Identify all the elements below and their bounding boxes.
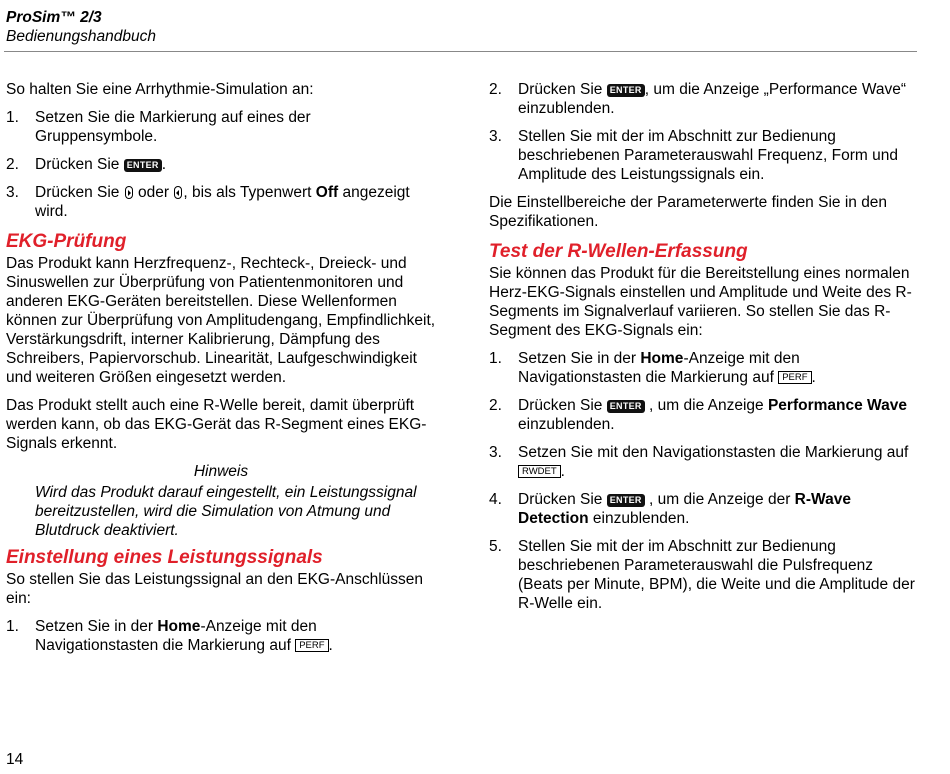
rwdet-key-icon: RWDET (518, 465, 561, 478)
step-text-part: oder (133, 184, 174, 201)
manual-subtitle: Bedienungshandbuch (6, 28, 156, 45)
section-heading-ekg: EKG-Prüfung (6, 231, 127, 252)
step-text-part: . (161, 156, 167, 173)
enter-key-icon: ENTER (607, 494, 645, 507)
step-text-part: -Anzeige mit den Navigationstasten die Markierung auf (35, 618, 317, 654)
body-paragraph: Die Einstellbereiche der Parameterwerte finden Sie in den Spezifikationen. (489, 194, 888, 230)
step-text-part: einzublenden. (518, 416, 615, 433)
header-divider (4, 51, 917, 52)
step-number: 3. (489, 444, 502, 461)
step-text: Setzen Sie die Markierung auf eines der Gruppensymbole. (35, 109, 311, 145)
step-text-part: Drücken Sie (518, 81, 607, 98)
list-item (489, 127, 919, 184)
bold-term: Off (315, 184, 339, 201)
step-text (35, 155, 436, 174)
subsection-heading-leistungssignal: Einstellung eines Leistungssignals (6, 547, 323, 568)
bold-term: Performance Wave (767, 397, 907, 414)
step-text (518, 443, 919, 481)
page-number: 14 (6, 751, 24, 768)
bold-term: Home (640, 350, 684, 367)
step-text-part: -Anzeige mit den Navigationstasten die Markierung auf (518, 350, 800, 386)
step-number: 5. (489, 538, 502, 555)
step-text-part: Drücken Sie (35, 184, 124, 201)
list-item (6, 183, 436, 221)
list-item (489, 396, 919, 434)
list-item (489, 443, 919, 481)
step-text (35, 183, 436, 221)
step-number: 2. (489, 397, 502, 414)
list-item (489, 537, 919, 613)
step-text (518, 349, 919, 387)
step-text-part: , um die Anzeige der (644, 491, 795, 508)
list-item (6, 108, 436, 146)
perf-key-icon: PERF (778, 371, 811, 384)
step-text-part: . (811, 369, 816, 386)
step-text-part: angezeigt wird. (35, 184, 410, 220)
running-header (6, 8, 156, 46)
note-body: Wird das Produkt darauf eingestellt, ein Leistungssignal bereitzustellen, wird die Simulation von Atmung und Blutdruck deaktiviert. (35, 484, 417, 539)
step-number: 2. (489, 81, 502, 98)
enter-key-icon: ENTER (607, 84, 645, 97)
subsection-heading-r-wave: Test der R-Wellen-Erfassung (489, 241, 748, 262)
body-paragraph: Das Produkt stellt auch eine R-Welle bereit, damit überprüft werden kann, ob das EKG-Gerät das R-Segment eines EKG-Signals erkennt. (6, 397, 427, 452)
bold-term: R-Wave Detection (518, 491, 851, 527)
step-text (518, 490, 919, 528)
bold-term: Home (157, 618, 201, 635)
list-item (6, 617, 436, 655)
enter-key-icon: ENTER (124, 159, 162, 172)
step-text-part: Setzen Sie in der (35, 618, 158, 635)
body-paragraph: So stellen Sie das Leistungssignal an den EKG-Anschlüssen ein: (6, 571, 424, 607)
perf-key-icon: PERF (295, 639, 328, 652)
step-text (35, 617, 436, 655)
step-number: 1. (6, 618, 19, 635)
step-number: 1. (489, 350, 502, 367)
right-arrow-key-icon (125, 186, 133, 199)
list-item (489, 349, 919, 387)
step-text: Stellen Sie mit der im Abschnitt zur Bedienung beschriebenen Parameterauswahl Frequenz, Form und Amplitude des Leistungssignals ein. (518, 128, 898, 183)
body-paragraph: Das Produkt kann Herzfrequenz-, Rechteck-, Dreieck- und Sinuswellen zur Überprüfung von Patientenmonitoren und anderen EKG-Geräten bereitstellen. Diese Wellenformen können zur Überprüfung von Amplitudengang, Empfindlichkeit, Verstärkungsdrift, interner Kalibrierung, Dämpfung des Schreibers, Papiervorschub. Linearität, Laufgeschwindigkeit und weiteren Größen eingesetzt werden. (6, 255, 436, 386)
enter-key-icon: ENTER (607, 400, 645, 413)
step-number: 4. (489, 491, 502, 508)
step-text-part: . (328, 637, 333, 654)
step-text-part: Drücken Sie (518, 397, 607, 414)
step-text-part: Drücken Sie (518, 491, 607, 508)
step-text-part: , bis als Typenwert (183, 184, 316, 201)
step-text (518, 396, 919, 434)
step-text-part: . (560, 463, 565, 480)
step-text-part: , um die Anzeige (644, 397, 768, 414)
step-number: 1. (6, 109, 19, 126)
intro-text: So halten Sie eine Arrhythmie-Simulation an: (6, 81, 314, 98)
step-number: 2. (6, 156, 19, 173)
manual-title: ProSim™ 2/3 (6, 9, 102, 26)
body-paragraph: Sie können das Produkt für die Bereitstellung eines normalen Herz-EKG-Signals einstellen und Amplitude und Weite des R-Segments im Signalverlauf variieren. So stellen Sie das R-Segment des EKG-Signals ein: (489, 265, 912, 339)
step-text-part: , um die Anzeige „Performance Wave“ einzublenden. (518, 81, 907, 117)
step-number: 3. (6, 184, 19, 201)
list-item (489, 80, 919, 118)
step-text: Stellen Sie mit der im Abschnitt zur Bedienung beschriebenen Parameterauswahl die Pulsfrequenz (Beats per Minute, BPM), die Weite und die Amplitude der R-Welle ein. (518, 538, 915, 612)
step-text-part: Setzen Sie in der (518, 350, 641, 367)
left-column (6, 80, 436, 664)
list-item (6, 155, 436, 174)
right-column (489, 80, 919, 622)
step-number: 3. (489, 128, 502, 145)
step-text-part: Setzen Sie mit den Navigationstasten die Markierung auf (518, 444, 909, 461)
step-text-part: Drücken Sie (35, 156, 124, 173)
step-text-part: einzublenden. (588, 510, 690, 527)
left-arrow-key-icon (174, 186, 182, 199)
note-title: Hinweis (193, 463, 249, 480)
list-item (489, 490, 919, 528)
step-text (518, 80, 919, 118)
